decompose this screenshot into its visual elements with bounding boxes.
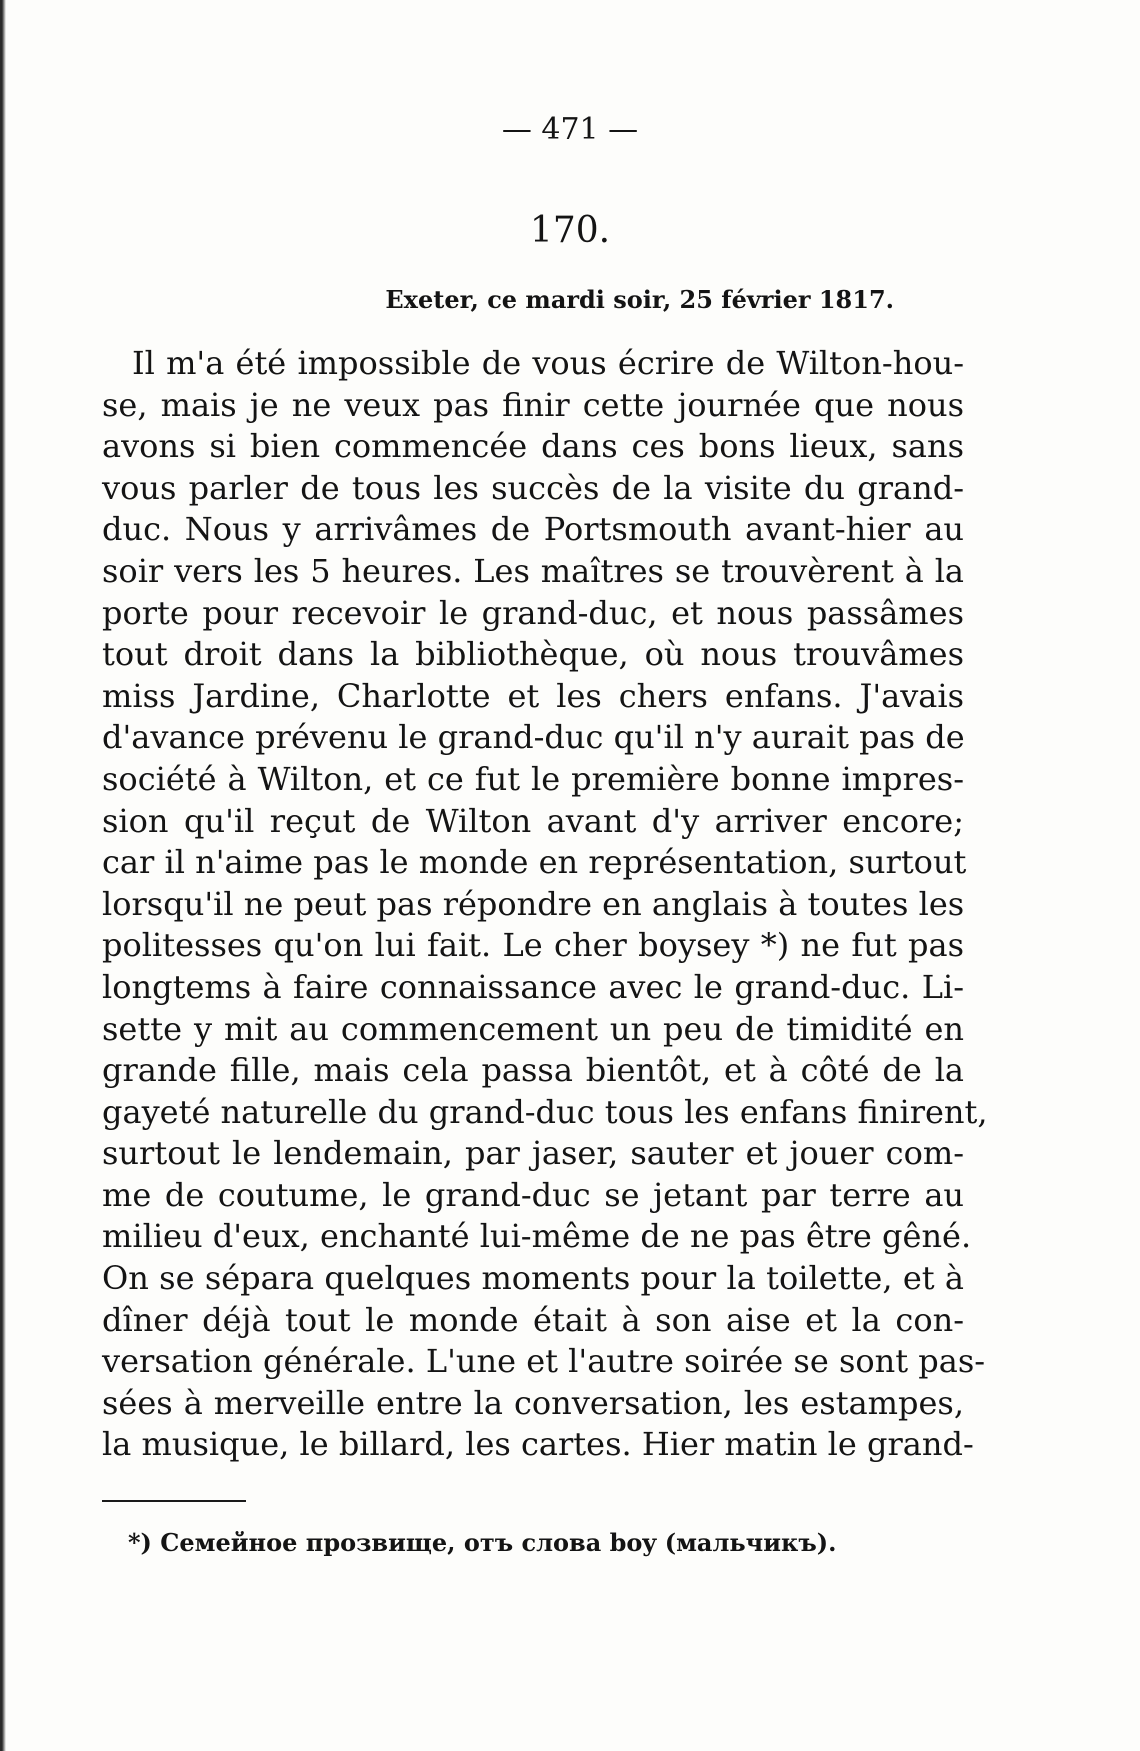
footnote-divider xyxy=(102,1500,246,1502)
body-line: la musique, le billard, les cartes. Hier matin le grand- xyxy=(102,1425,974,1464)
body-line: miss Jardine, Charlotte et les chers enfans. J'avais xyxy=(102,676,964,715)
body-line: avons si bien commencée dans ces bons lieux, sans xyxy=(102,427,964,466)
body-line: car il n'aime pas le monde en représentation, surtout xyxy=(102,843,967,882)
scan-edge-shadow xyxy=(0,0,6,1751)
body-line: sette y mit au commencement un peu de timidité en xyxy=(102,1009,964,1048)
body-line: sées à merveille entre la conversation, les estampes, xyxy=(102,1383,964,1422)
dateline: Exeter, ce mardi soir, 25 février 1817. xyxy=(385,285,894,314)
body-line: politesses qu'on lui fait. Le cher boysey *) ne fut pas xyxy=(102,926,964,965)
body-line: tout droit dans la bibliothèque, où nous trouvâmes xyxy=(102,635,964,674)
body-line: longtems à faire connaissance avec le grand-duc. Li- xyxy=(102,967,964,1006)
footnote: *) Семейное прозвище, отъ слова boy (мальчикъ). xyxy=(128,1528,837,1557)
body-line: versation générale. L'une et l'autre soirée se sont pas- xyxy=(102,1342,986,1381)
body-line: dîner déjà tout le monde était à son aise et la con- xyxy=(102,1300,964,1339)
body-line: porte pour recevoir le grand-duc, et nous passâmes xyxy=(102,593,964,632)
letter-number: 170. xyxy=(529,210,611,251)
body-line: grande fille, mais cela passa bientôt, et à côté de la xyxy=(102,1051,964,1090)
body-line: se, mais je ne veux pas finir cette journée que nous xyxy=(102,385,964,424)
page-number: — 471 — xyxy=(501,112,639,147)
body-line: surtout le lendemain, par jaser, sauter et jouer com- xyxy=(102,1134,964,1173)
body-line: milieu d'eux, enchanté lui-même de ne pas être gêné. xyxy=(102,1217,972,1256)
body-line: duc. Nous y arrivâmes de Portsmouth avant-hier au xyxy=(102,510,964,549)
body-line: soir vers les 5 heures. Les maîtres se trouvèrent à la xyxy=(102,551,964,590)
body-line: vous parler de tous les succès de la visite du grand- xyxy=(102,468,964,507)
body-line: société à Wilton, et ce fut le première bonne impres- xyxy=(102,759,964,798)
body-line: On se sépara quelques moments pour la toilette, et à xyxy=(102,1259,964,1298)
body-line: sion qu'il reçut de Wilton avant d'y arriver encore; xyxy=(102,801,964,840)
body-line: me de coutume, le grand-duc se jetant par terre au xyxy=(102,1175,964,1214)
letter-body xyxy=(102,343,988,1466)
body-line: d'avance prévenu le grand-duc qu'il n'y aurait pas de xyxy=(102,718,965,757)
body-line: lorsqu'il ne peut pas répondre en anglais à toutes les xyxy=(102,884,965,923)
body-line: gayeté naturelle du grand-duc tous les enfans finirent, xyxy=(102,1092,988,1131)
body-line: Il m'a été impossible de vous écrire de Wilton-hou- xyxy=(132,344,964,382)
